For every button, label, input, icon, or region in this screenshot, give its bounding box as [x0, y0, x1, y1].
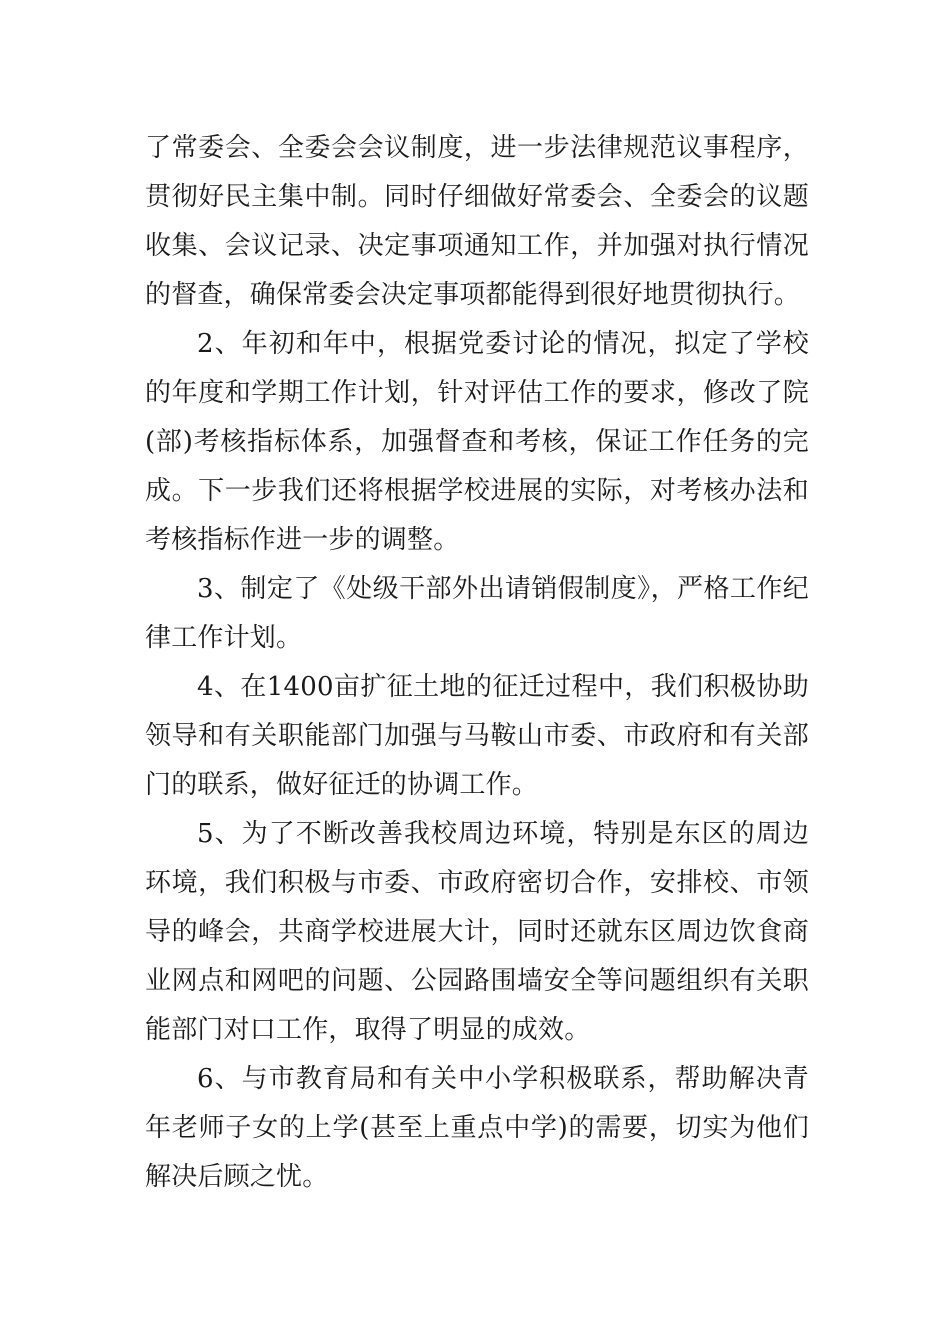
paragraph-item-3: 3、制定了《处级干部外出请销假制度》，严格工作纪律工作计划。 — [145, 574, 809, 653]
document-body — [145, 124, 809, 1202]
paragraph-continued: 了常委会、全委会会议制度，进一步法律规范议事程序，贯彻好民主集中制。同时仔细做好常委会、全委会的议题收集、会议记录、决定事项通知工作，并加强对执行情况的督查，确保常委会决定事项都能得到很好地贯彻执行。 — [145, 133, 809, 310]
paragraph-item-2: 2、年初和年中，根据党委讨论的情况，拟定了学校的年度和学期工作计划，针对评估工作的要求，修改了院(部)考核指标体系，加强督查和考核，保证工作任务的完成。下一步我们还将根据学校进展的实际，对考核办法和考核指标作进一步的调整。 — [145, 329, 809, 555]
paragraph-item-4: 4、在1400亩扩征土地的征迁过程中，我们积极协助领导和有关职能部门加强与马鞍山市委、市政府和有关部门的联系，做好征迁的协调工作。 — [145, 672, 809, 800]
paragraph-item-6: 6、与市教育局和有关中小学积极联系，帮助解决青年老师子女的上学(甚至上重点中学)的需要，切实为他们解决后顾之忧。 — [145, 1064, 809, 1192]
paragraph-item-5: 5、为了不断改善我校周边环境，特别是东区的周边环境，我们积极与市委、市政府密切合作，安排校、市领导的峰会，共商学校进展大计，同时还就东区周边饮食商业网点和网吧的问题、公园路围墙安全等问题组织有关职能部门对口工作，取得了明显的成效。 — [145, 819, 809, 1045]
